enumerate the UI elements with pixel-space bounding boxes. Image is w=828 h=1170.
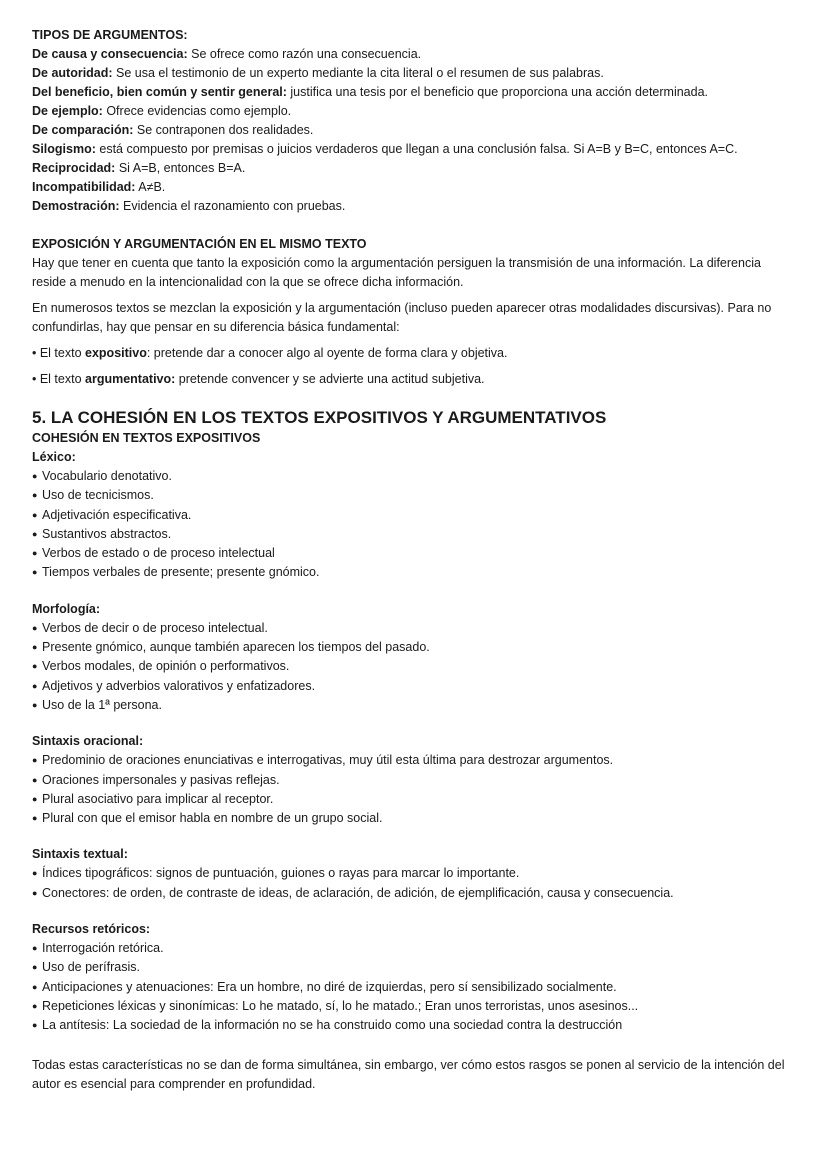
list-item: ● Tiempos verbales de presente; presente gnómico. (32, 563, 792, 582)
lexico-heading: Léxico: (32, 450, 76, 464)
list-item: ● Verbos de decir o de proceso intelectual. (32, 619, 792, 638)
tipo-item: Silogismo: está compuesto por premisas o juicios verdaderos que llegan a una conclusión falsa. Si A=B y B=C, entonces A=C. (32, 142, 738, 156)
list-item: ● Predominio de oraciones enunciativas e interrogativas, muy útil esta última para destrozar argumentos. (32, 751, 792, 770)
section-subtitle: COHESIÓN EN TEXTOS EXPOSITIVOS (32, 431, 261, 445)
list-item: ● Verbos de estado o de proceso intelectual (32, 544, 792, 563)
list-item: ● Uso de la 1ª persona. (32, 696, 792, 715)
list-item: ● Verbos modales, de opinión o performativos. (32, 657, 792, 676)
list-item: ● Plural con que el emisor habla en nombre de un grupo social. (32, 809, 792, 828)
list-item: ● Uso de perífrasis. (32, 958, 792, 977)
list-item: ● La antítesis: La sociedad de la información no se ha construido como una sociedad contra la destrucción (32, 1016, 792, 1035)
list-item: ● Plural asociativo para implicar al receptor. (32, 790, 792, 809)
tipos-heading: TIPOS DE ARGUMENTOS: (32, 28, 188, 42)
morfologia-heading: Morfología: (32, 601, 101, 616)
list-item: ● Interrogación retórica. (32, 939, 792, 958)
sintaxis-oracional-list (32, 751, 792, 828)
tipo-item: Incompatibilidad: A≠B. (32, 180, 166, 194)
list-item: ● Sustantivos abstractos. (32, 525, 792, 544)
list-item: ● Adjetivación especificativa. (32, 506, 792, 525)
lexico-list (32, 467, 792, 583)
recursos-heading: Recursos retóricos: (32, 922, 151, 937)
list-item: ● Presente gnómico, aunque también aparecen los tiempos del pasado. (32, 638, 792, 657)
tipo-item: De causa y consecuencia: Se ofrece como razón una consecuencia. (32, 47, 422, 61)
tipo-item: De autoridad: Se usa el testimonio de un experto mediante la cita literal o el resumen de sus palabras. (32, 66, 604, 80)
closing-paragraph: Todas estas características no se dan de forma simultánea, sin embargo, ver cómo estos rasgos se ponen al servicio de la intención del autor es esencial para comprender en profundidad. (32, 1057, 785, 1091)
sintaxis-textual-heading: Sintaxis textual: (32, 847, 128, 862)
list-item: ● Oraciones impersonales y pasivas reflejas. (32, 771, 792, 790)
tipo-item: De comparación: Se contraponen dos realidades. (32, 123, 314, 137)
expo-bullet-argumentativo: • El texto argumentativo: pretende convencer y se advierte una actitud subjetiva. (32, 372, 485, 386)
list-item: ● Adjetivos y adverbios valorativos y enfatizadores. (32, 677, 792, 696)
document-page (32, 26, 792, 1094)
section-title: 5. LA COHESIÓN EN LOS TEXTOS EXPOSITIVOS Y ARGUMENTATIVOS (32, 408, 607, 427)
morfologia-list (32, 619, 792, 715)
tipo-item: Demostración: Evidencia el razonamiento con pruebas. (32, 199, 346, 213)
expo-para-2: En numerosos textos se mezclan la exposición y la argumentación (incluso pueden aparecer otras modalidades discursivas). Para no confundirlas, hay que pensar en su diferencia básica fundamental: (32, 301, 772, 334)
sintaxis-textual-list (32, 864, 792, 903)
list-item: ● Repeticiones léxicas y sinonímicas: Lo he matado, sí, lo he matado.; Eran unos terroristas, unos asesinos... (32, 997, 792, 1016)
recursos-list (32, 939, 792, 1035)
list-item: ● Índices tipográficos: signos de puntuación, guiones o rayas para marcar lo importante. (32, 864, 792, 883)
expo-para-1: Hay que tener en cuenta que tanto la exposición como la argumentación persiguen la transmisión de una información. La diferencia reside a menudo en la intencionalidad con la que se ofrece dicha información. (32, 256, 761, 289)
tipo-item: Reciprocidad: Si A=B, entonces B=A. (32, 161, 246, 175)
tipo-item: Del beneficio, bien común y sentir general: justifica una tesis por el beneficio que proporciona una acción determinada. (32, 85, 709, 99)
list-item: ● Conectores: de orden, de contraste de ideas, de aclaración, de adición, de ejemplificación, causa y consecuencia. (32, 884, 792, 903)
list-item: ● Uso de tecnicismos. (32, 486, 792, 505)
expo-heading: EXPOSICIÓN Y ARGUMENTACIÓN EN EL MISMO TEXTO (32, 237, 367, 251)
sintaxis-oracional-heading: Sintaxis oracional: (32, 734, 144, 749)
tipo-item: De ejemplo: Ofrece evidencias como ejemplo. (32, 104, 292, 118)
list-item: ● Vocabulario denotativo. (32, 467, 792, 486)
list-item: ● Anticipaciones y atenuaciones: Era un hombre, no diré de izquierdas, pero sí sensibilizado socialmente. (32, 978, 792, 997)
expo-bullet-expositivo: • El texto expositivo: pretende dar a conocer algo al oyente de forma clara y objetiva. (32, 346, 508, 360)
